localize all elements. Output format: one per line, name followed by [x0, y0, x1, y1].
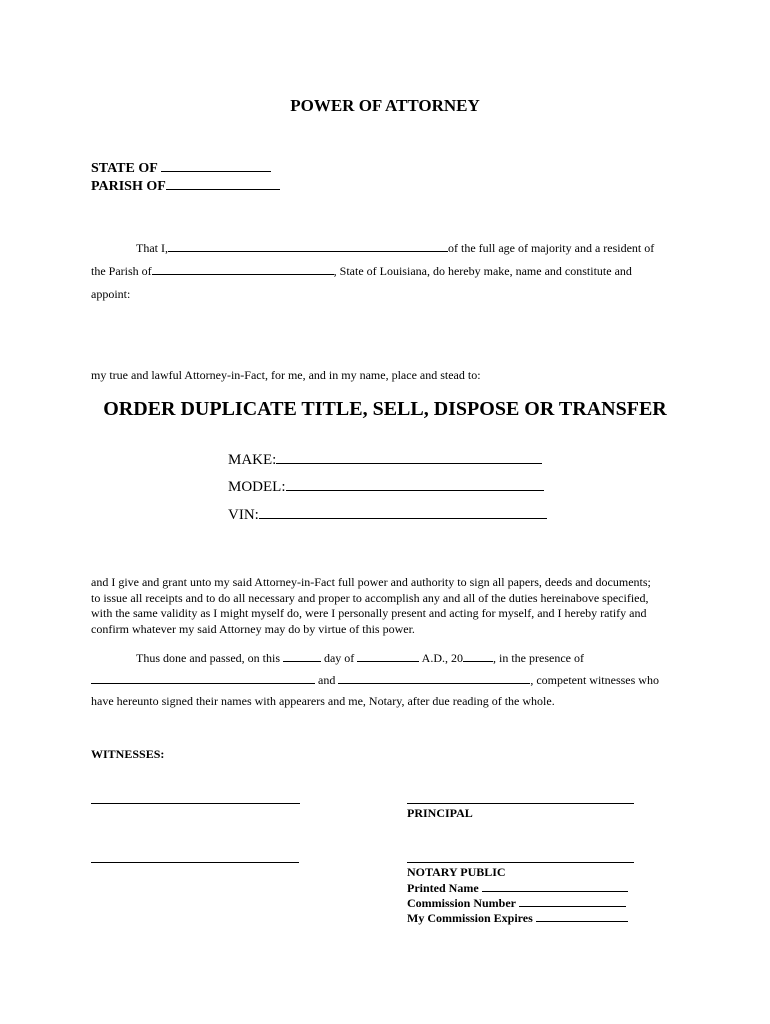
competent-text: , competent witnesses who: [530, 673, 659, 687]
make-field[interactable]: [276, 451, 542, 464]
that-i-text: That I,: [136, 241, 168, 255]
grant-line-2: to issue all receipts and to do all necessary and proper to accomplish any and all of the duties hereinabove specified,: [91, 590, 649, 605]
state-field[interactable]: [161, 160, 271, 172]
grantor-parish-field[interactable]: [152, 263, 334, 275]
appoint-text: appoint:: [91, 287, 131, 301]
day-of-text: day of: [323, 651, 355, 665]
grant-line-3: with the same validity as I might myself do, were I personally present and acting for myself, and I hereby ratify and: [91, 606, 647, 620]
commission-expires-line: [407, 910, 628, 926]
witness-1-name-field[interactable]: [91, 672, 315, 684]
model-label: MODEL:: [228, 479, 286, 495]
make-line: [228, 451, 542, 469]
notary-public-label: NOTARY PUBLIC: [407, 865, 506, 879]
printed-name-field[interactable]: [482, 880, 628, 892]
attorney-line: my true and lawful Attorney-in-Fact, for me, and in my name, place and stead to:: [91, 368, 481, 382]
state-louisiana-text: , State of Louisiana, do hereby make, name and constitute and: [333, 264, 632, 278]
in-presence-text: , in the presence of: [493, 651, 584, 665]
commission-number-label: Commission Number: [407, 896, 516, 910]
witness-2-name-field[interactable]: [338, 672, 530, 684]
thus-done-text: Thus done and passed, on this: [136, 651, 280, 665]
witness-1-signature-line[interactable]: [91, 803, 300, 804]
grantor-name-field[interactable]: [168, 240, 448, 252]
vin-line: [228, 506, 547, 524]
grant-line-1: and I give and grant unto my said Attorney-in-Fact full power and authority to sign all papers, deeds and documents;: [91, 575, 651, 589]
commission-number-line: [407, 895, 626, 911]
principal-signature-line[interactable]: [407, 803, 634, 804]
commission-expires-label: My Commission Expires: [407, 911, 533, 925]
ad-text: A.D., 20: [421, 651, 463, 665]
parish-line: [91, 178, 280, 195]
execution-line-1: [136, 650, 584, 666]
state-line: [91, 160, 271, 177]
grant-paragraph: [91, 575, 681, 637]
execution-line-3: have hereunto signed their names with appearers and me, Notary, after due reading of the whole.: [91, 694, 555, 708]
printed-name-line: [407, 880, 628, 896]
model-field[interactable]: [286, 478, 544, 491]
make-label: MAKE:: [228, 452, 277, 468]
state-label: STATE OF: [91, 161, 158, 176]
notary-signature-line[interactable]: [407, 862, 634, 863]
parish-label: PARISH OF: [91, 179, 166, 194]
principal-label: PRINCIPAL: [407, 806, 473, 820]
day-field[interactable]: [283, 650, 321, 662]
and-text: and: [318, 673, 336, 687]
grant-line-4: confirm whatever my said Attorney may do by virtue of this power.: [91, 621, 415, 636]
vin-label: VIN:: [228, 507, 259, 523]
parish-field[interactable]: [166, 178, 280, 190]
intro-line-1: [136, 240, 654, 256]
page-title: POWER OF ATTORNEY: [290, 96, 480, 115]
full-age-text: of the full age of majority and a resident of: [448, 241, 655, 255]
month-field[interactable]: [357, 650, 419, 662]
parish-of-text: the Parish of: [91, 264, 152, 278]
printed-name-label: Printed Name: [407, 881, 479, 895]
purpose-heading: ORDER DUPLICATE TITLE, SELL, DISPOSE OR TRANSFER: [103, 398, 667, 420]
intro-line-2: [91, 263, 632, 279]
vin-field[interactable]: [259, 506, 547, 519]
commission-number-field[interactable]: [519, 895, 626, 907]
witness-2-signature-line[interactable]: [91, 862, 299, 863]
model-line: [228, 478, 544, 496]
witnesses-label: WITNESSES:: [91, 747, 165, 761]
execution-line-2: [91, 672, 659, 688]
year-field[interactable]: [463, 650, 493, 662]
commission-expires-field[interactable]: [536, 910, 628, 922]
